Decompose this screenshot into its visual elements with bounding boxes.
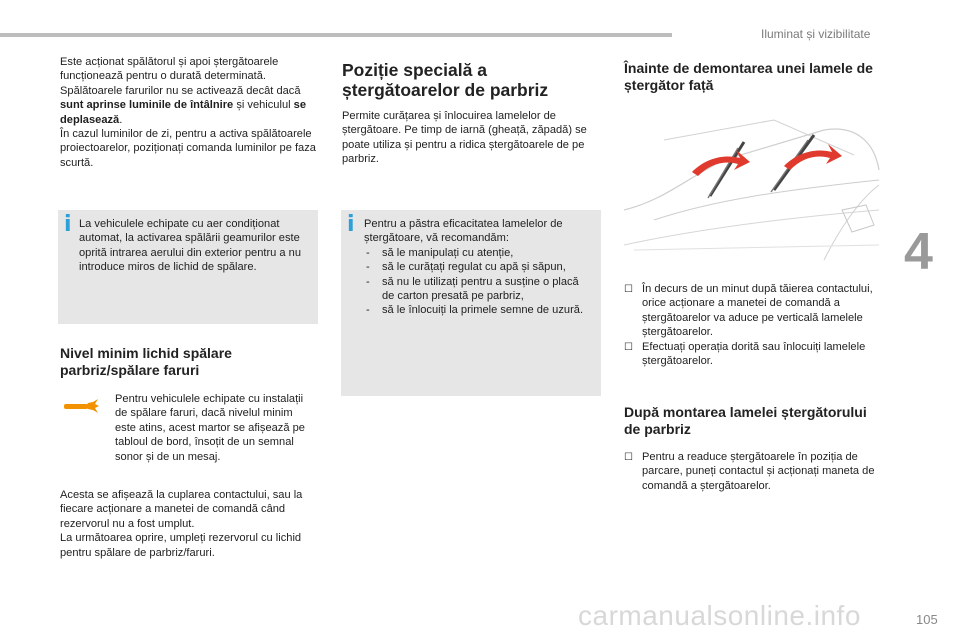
list-item: - să nu le utilizați pentru a susține o placă de carton presată pe parbriz, [364, 275, 594, 304]
col1-outro [60, 488, 322, 560]
outro-para-1: Acesta se afișează la cuplarea contactului, sau la fiecare acționare a manetei de comandă când rezervorul nu a fost umplut. [60, 489, 303, 530]
intro-para-3: În cazul luminilor de zi, pentru a activa spălătoarele proiectoarelor, poziționați comanda luminilor pe faza scurtă. [60, 128, 316, 169]
list-item: ☐ Pentru a readuce ștergătoarele în poziția de parcare, puneți contactul și acționați maneta de comandă a ștergătoarelor. [624, 451, 875, 492]
list-item: ☐ Efectuați operația dorită sau înlocuiți lamelele ștergătoarelor. [624, 340, 866, 368]
arrow-left [692, 150, 750, 176]
list-item: ☐ În decurs de un minut după tăierea contactului, orice acționare a manetei de comandă a ștergătoarelor va aduce pe verticală lamelele ștergătoarelor. [624, 283, 873, 339]
intro-para-2: Spălătoarele farurilor nu se activează decât dacă sunt aprinse luminile de întâlnire și vehiculul se deplasează. [60, 84, 307, 126]
special-position-intro: Permite curățarea și înlocuirea lamelelor de ștergătoare. Pe timp de iarnă (gheață, zăpadă) se poate utiliza și pentru a ridica ștergătoarele de pe parbriz. [342, 110, 587, 166]
checkbox-icon: ☐ [624, 284, 633, 295]
before-removal-heading: Înainte de demontarea unei lamele de ștergător față [624, 60, 873, 93]
info-text-aircon: La vehiculele echipate cu aer condiționat automat, la activarea spălării geamurilor este oprită intrarea aerului din exterior pentru a nu introduce miros de lichid de spălare. [79, 218, 302, 274]
checkbox-icon: ☐ [624, 341, 633, 353]
windshield-wiper-illustration [624, 100, 884, 270]
info-icon: i [347, 212, 355, 237]
list-item: - să le manipulați cu atenție, [364, 246, 594, 260]
step-list [624, 282, 876, 368]
watermark: carmanualsonline.info [578, 600, 861, 631]
info-blades-list [364, 217, 594, 318]
step-list [624, 450, 876, 493]
after-mounting-steps [624, 450, 876, 493]
header-rule [0, 33, 672, 37]
special-position-heading: Poziție specială a ștergătoarelor de parbriz [342, 60, 549, 100]
info-icon: i [64, 212, 72, 237]
page-number: 105 [916, 612, 938, 627]
checkbox-icon: ☐ [624, 452, 633, 463]
wiper-blade-left [710, 142, 744, 196]
before-removal-steps [624, 282, 876, 368]
after-mounting-heading: După montarea lamelei ștergătorului de parbriz [624, 404, 867, 437]
arrow-right [784, 144, 842, 170]
col1-intro [60, 55, 322, 170]
outro-para-2: La următoarea oprire, umpleți rezervorul cu lichid pentru spălare de parbriz/faruri. [60, 532, 302, 559]
list-item: - să le înlocuiți la primele semne de uzură. [364, 303, 594, 317]
washer-warning-text: Pentru vehiculele echipate cu instalații de spălare faruri, dacă nivelul minim este atins, acest martor se afișează pe tabloul de bord, însoțit de un semnal sonor și de un mesaj. [115, 393, 305, 463]
washer-fluid-heading: Nivel minim lichid spălare parbriz/spălare faruri [60, 345, 232, 378]
info-blades-intro: Pentru a păstra eficacitatea lamelelor de ștergătoare, vă recomandăm: [364, 218, 563, 245]
wrench-icon [62, 394, 100, 414]
recommendation-list [364, 246, 594, 318]
chapter-number: 4 [904, 223, 933, 281]
section-title: Iluminat și vizibilitate [761, 27, 871, 41]
list-item: - să le curățați regulat cu apă și săpun, [364, 260, 594, 274]
wiper-arm-left [708, 148, 738, 198]
intro-para-1: Este acționat spălătorul și apoi ștergătoarele funcționează pentru o durată determinată. [60, 56, 279, 83]
